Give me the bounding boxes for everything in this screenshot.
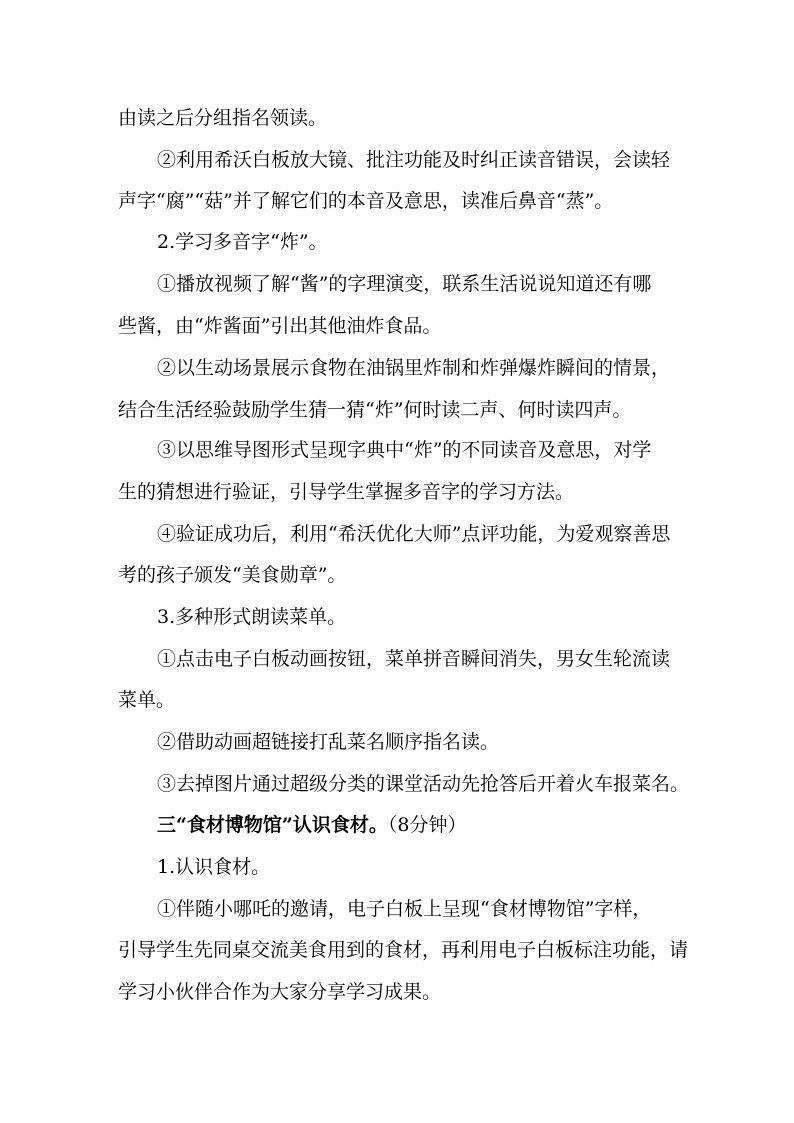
text-line: ①点击电子白板动画按钮，菜单拼音瞬间消失，男女生轮流读 [157, 648, 671, 670]
text-line: 2.学习多音字“炸”。 [157, 231, 328, 253]
text-line: ③去掉图片通过超级分类的课堂活动先抢答后开着火车报菜名。 [157, 773, 690, 795]
text-line: ④验证成功后，利用“希沃优化大师”点评功能，为爱观察善思 [157, 523, 671, 545]
text-line: 1.认识食材。 [157, 856, 271, 878]
text-line: 生的猜想进行验证，引导学生掌握多音字的学习方法。 [118, 481, 575, 503]
text-line: 3.多种形式朗读菜单。 [157, 606, 347, 628]
section-heading-duration: （8分钟） [387, 814, 467, 836]
text-line: ②借助动画超链接打乱菜名顺序指名读。 [157, 731, 500, 753]
text-line: 结合生活经验鼓励学生猜一猜“炸”何时读二声、何时读四声。 [118, 399, 632, 421]
section-heading-title: 三“食材博物馆”认识食材。 [157, 814, 388, 836]
text-line: ③以思维导图形式呈现字典中“炸”的不同读音及意思，对学 [157, 439, 652, 461]
text-line: 由读之后分组指名领读。 [118, 107, 328, 129]
text-line: ①伴随小哪吒的邀请，电子白板上呈现“食材博物馆”字样， [157, 898, 652, 920]
text-line: ①播放视频了解“酱”的字理演变，联系生活说说知道还有哪 [157, 273, 652, 295]
text-line: ②利用希沃白板放大镜、批注功能及时纠正读音错误，会读轻 [157, 149, 671, 171]
text-line: ②以生动场景展示食物在油锅里炸制和炸弹爆炸瞬间的情景， [157, 357, 671, 379]
section-heading [157, 813, 466, 837]
text-line: 引导学生先同桌交流美食用到的食材，再利用电子白板标注功能，请 [118, 939, 689, 961]
text-line: 菜单。 [118, 689, 176, 711]
text-line: 学习小伙伴合作为大家分享学习成果。 [118, 981, 442, 1003]
text-line: 声字“腐”“菇”并了解它们的本音及意思，读准后鼻音“蒸”。 [118, 190, 614, 212]
text-line: 些酱，由“炸酱面”引出其他油炸食品。 [118, 315, 442, 337]
text-line: 考的孩子颁发“美食勋章”。 [118, 564, 347, 586]
